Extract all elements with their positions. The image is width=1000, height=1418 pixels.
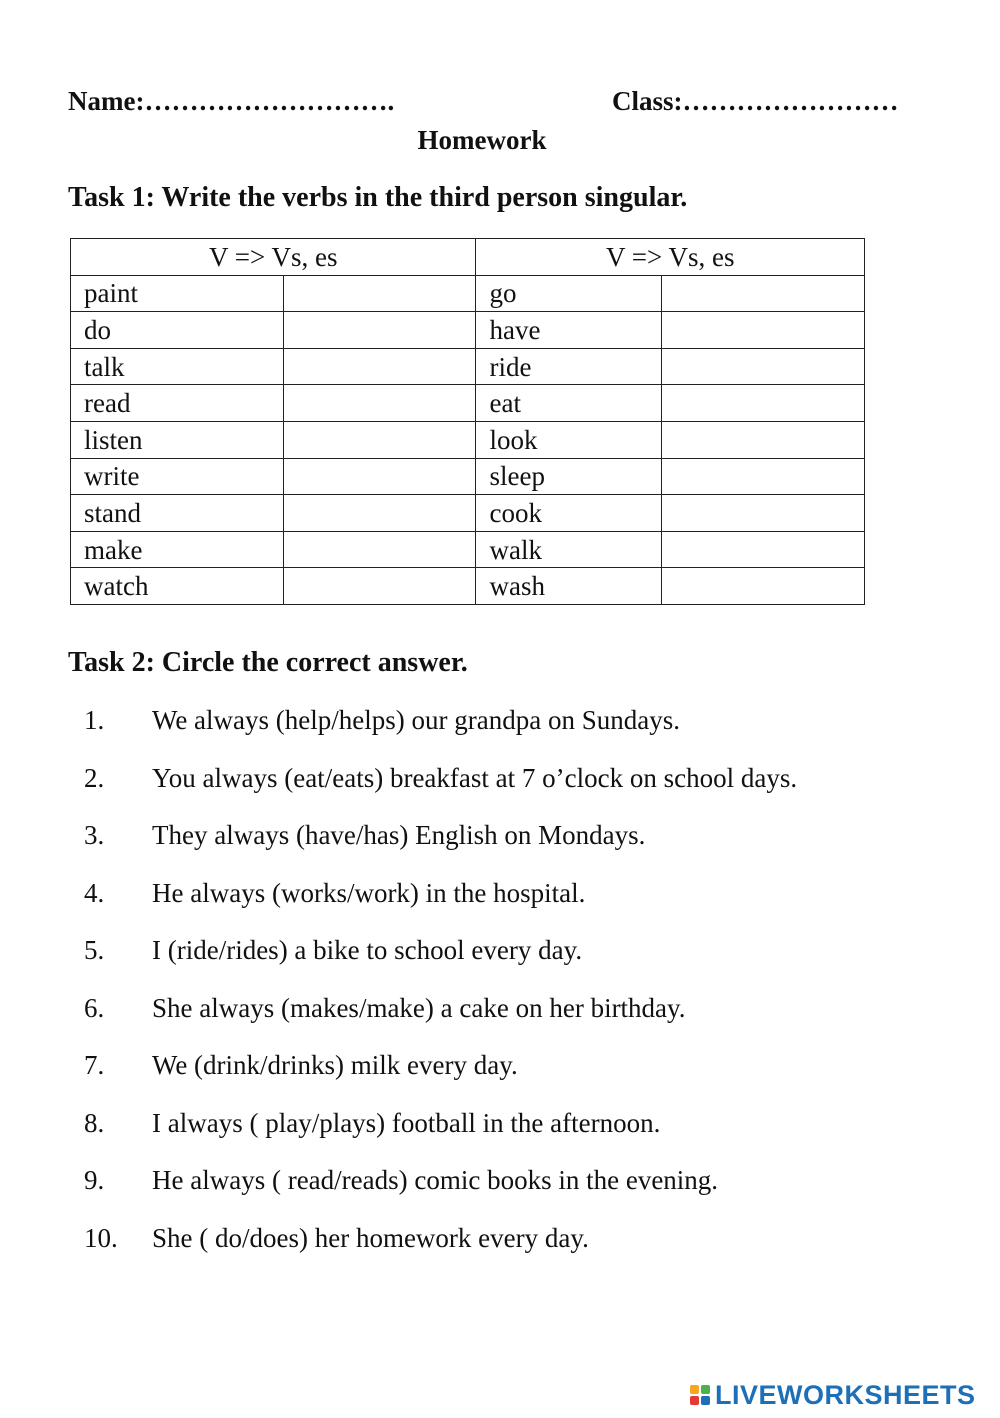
- verb-left: stand: [71, 495, 284, 532]
- table-row: [71, 275, 865, 312]
- list-item: [84, 1108, 660, 1139]
- answer-cell-right[interactable]: [662, 421, 865, 458]
- list-item: [84, 1050, 518, 1081]
- verb-left: do: [71, 312, 284, 349]
- table-row: [71, 348, 865, 385]
- answer-cell-left[interactable]: [283, 275, 476, 312]
- logo-square: [690, 1385, 699, 1394]
- table-row: [71, 531, 865, 568]
- liveworksheets-logo-icon: [690, 1385, 710, 1405]
- answer-cell-left[interactable]: [283, 531, 476, 568]
- verb-right: have: [476, 312, 662, 349]
- logo-square: [701, 1385, 710, 1394]
- verb-table-header-row: [71, 239, 865, 276]
- column-header-right: V => Vs, es: [476, 239, 865, 276]
- list-item: [84, 993, 686, 1024]
- answer-cell-right[interactable]: [662, 458, 865, 495]
- page-title: Homework: [417, 125, 547, 155]
- verb-right: sleep: [476, 458, 662, 495]
- answer-cell-right[interactable]: [662, 348, 865, 385]
- verb-right: cook: [476, 495, 662, 532]
- question-text[interactable]: She ( do/does) her homework every day.: [152, 1222, 589, 1253]
- answer-cell-left[interactable]: [283, 568, 476, 605]
- question-text[interactable]: You always (eat/eats) breakfast at 7 o’clock on school days.: [152, 762, 798, 793]
- table-row: [71, 385, 865, 422]
- answer-cell-right[interactable]: [662, 385, 865, 422]
- list-item: [84, 1223, 589, 1254]
- question-text[interactable]: We (drink/drinks) milk every day.: [152, 1050, 518, 1080]
- verb-left: talk: [71, 348, 284, 385]
- question-text[interactable]: She always (makes/make) a cake on her birthday.: [152, 992, 686, 1023]
- verb-left: watch: [71, 568, 284, 605]
- question-number: 7.: [84, 1050, 105, 1080]
- verb-left: make: [71, 531, 284, 568]
- list-item: [84, 763, 797, 794]
- column-header-left: V => Vs, es: [71, 239, 476, 276]
- verb-right: walk: [476, 531, 662, 568]
- answer-cell-right[interactable]: [662, 531, 865, 568]
- answer-cell-left[interactable]: [283, 312, 476, 349]
- logo-square: [690, 1396, 699, 1405]
- verb-left: paint: [71, 275, 284, 312]
- question-number: 4.: [84, 877, 105, 908]
- verb-left: write: [71, 458, 284, 495]
- verb-table: [70, 238, 865, 605]
- verb-left: listen: [71, 421, 284, 458]
- list-item: [84, 878, 585, 909]
- answer-cell-right[interactable]: [662, 495, 865, 532]
- list-item: [84, 935, 582, 966]
- question-number: 8.: [84, 1107, 105, 1138]
- logo-text: LIVEWORKSHEETS: [715, 1379, 976, 1410]
- name-field-label: Name:……………………….: [68, 86, 395, 116]
- question-text[interactable]: He always ( read/reads) comic books in the evening.: [152, 1165, 719, 1195]
- question-number: 3.: [84, 820, 105, 850]
- question-text[interactable]: He always (works/work) in the hospital.: [152, 877, 586, 908]
- liveworksheets-logo: [690, 1378, 976, 1412]
- answer-cell-left[interactable]: [283, 495, 476, 532]
- verb-right: look: [476, 421, 662, 458]
- list-item: [84, 1165, 718, 1196]
- verb-right: wash: [476, 568, 662, 605]
- answer-cell-right[interactable]: [662, 568, 865, 605]
- list-item: [84, 820, 645, 851]
- answer-cell-left[interactable]: [283, 385, 476, 422]
- answer-cell-left[interactable]: [283, 458, 476, 495]
- question-text[interactable]: I always ( play/plays) football in the afternoon.: [152, 1107, 661, 1138]
- question-number: 6.: [84, 992, 105, 1023]
- table-row: [71, 568, 865, 605]
- question-number: 9.: [84, 1165, 105, 1195]
- verb-right: ride: [476, 348, 662, 385]
- task2-heading: Task 2: Circle the correct answer.: [68, 647, 468, 678]
- answer-cell-left[interactable]: [283, 348, 476, 385]
- question-number: 10.: [84, 1222, 118, 1253]
- task1-heading: Task 1: Write the verbs in the third person singular.: [68, 182, 688, 213]
- answer-cell-right[interactable]: [662, 275, 865, 312]
- table-row: [71, 495, 865, 532]
- logo-square: [701, 1396, 710, 1405]
- question-text[interactable]: They always (have/has) English on Mondays.: [152, 820, 646, 850]
- answer-cell-right[interactable]: [662, 312, 865, 349]
- question-text[interactable]: We always (help/helps) our grandpa on Sundays.: [152, 705, 680, 735]
- question-number: 5.: [84, 935, 105, 965]
- verb-right: eat: [476, 385, 662, 422]
- answer-cell-left[interactable]: [283, 421, 476, 458]
- question-number: 1.: [84, 705, 105, 735]
- table-row: [71, 458, 865, 495]
- question-number: 2.: [84, 762, 105, 793]
- verb-right: go: [476, 275, 662, 312]
- verb-left: read: [71, 385, 284, 422]
- list-item: [84, 705, 680, 736]
- table-row: [71, 312, 865, 349]
- question-text[interactable]: I (ride/rides) a bike to school every day.: [152, 935, 583, 965]
- table-row: [71, 421, 865, 458]
- class-field-label: Class:……………………: [612, 86, 899, 116]
